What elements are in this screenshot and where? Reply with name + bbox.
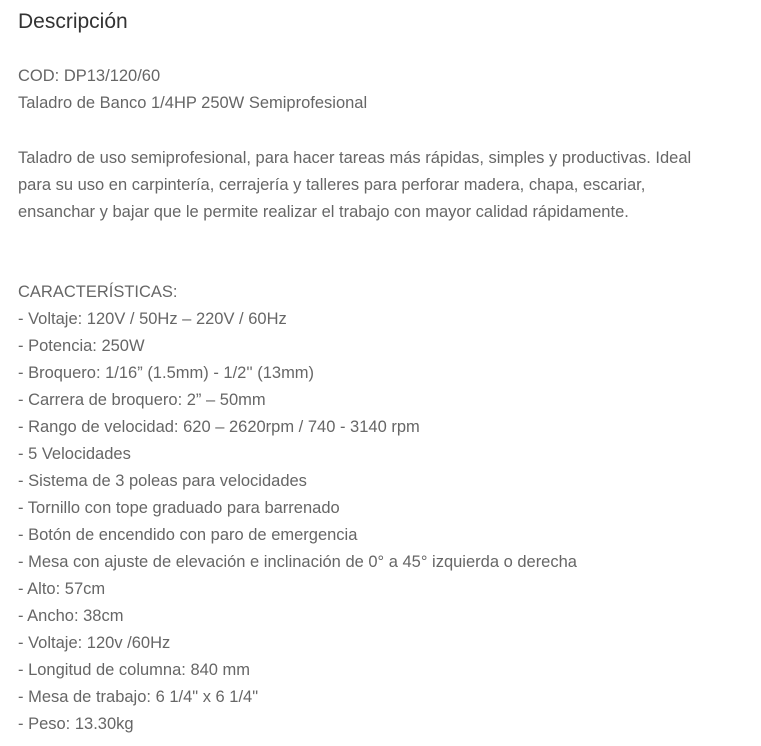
- feature-item: - Longitud de columna: 840 mm: [18, 661, 251, 679]
- feature-item: - Tornillo con tope graduado para barrenado: [18, 499, 340, 517]
- feature-item: - Potencia: 250W: [18, 337, 145, 355]
- feature-item: - Ancho: 38cm: [18, 607, 124, 625]
- feature-item: - Rango de velocidad: 620 – 2620rpm / 740 - 3140 rpm: [18, 418, 420, 436]
- feature-item: - Mesa con ajuste de elevación e inclinación de 0° a 45° izquierda o derecha: [18, 553, 577, 571]
- features-list: [18, 279, 748, 738]
- features-title: CARACTERÍSTICAS:: [18, 283, 178, 301]
- feature-item: - Mesa de trabajo: 6 1/4" x 6 1/4": [18, 688, 259, 706]
- feature-item: - Peso: 13.30kg: [18, 715, 134, 733]
- product-code: COD: DP13/120/60: [18, 67, 161, 85]
- feature-item: - Sistema de 3 poleas para velocidades: [18, 472, 307, 490]
- product-info: [18, 63, 748, 117]
- feature-item: - 5 Velocidades: [18, 445, 131, 463]
- feature-item: - Alto: 57cm: [18, 580, 106, 598]
- product-name: Taladro de Banco 1/4HP 250W Semiprofesional: [18, 94, 368, 112]
- description-text: Taladro de uso semiprofesional, para hacer tareas más rápidas, simples y productivas. Ideal para su uso en carpintería, cerrajería y talleres para perforar madera, chapa, escariar, ensanchar y bajar que le permite realizar el trabajo con mayor calidad rápidamente.: [18, 149, 692, 221]
- feature-item: - Voltaje: 120V / 50Hz – 220V / 60Hz: [18, 310, 287, 328]
- section-heading: Descripción: [18, 10, 128, 33]
- feature-item: - Broquero: 1/16” (1.5mm) - 1/2'' (13mm): [18, 364, 315, 382]
- product-description: [18, 145, 748, 226]
- feature-item: - Botón de encendido con paro de emergencia: [18, 526, 358, 544]
- feature-item: - Voltaje: 120v /60Hz: [18, 634, 171, 652]
- feature-item: - Carrera de broquero: 2” – 50mm: [18, 391, 266, 409]
